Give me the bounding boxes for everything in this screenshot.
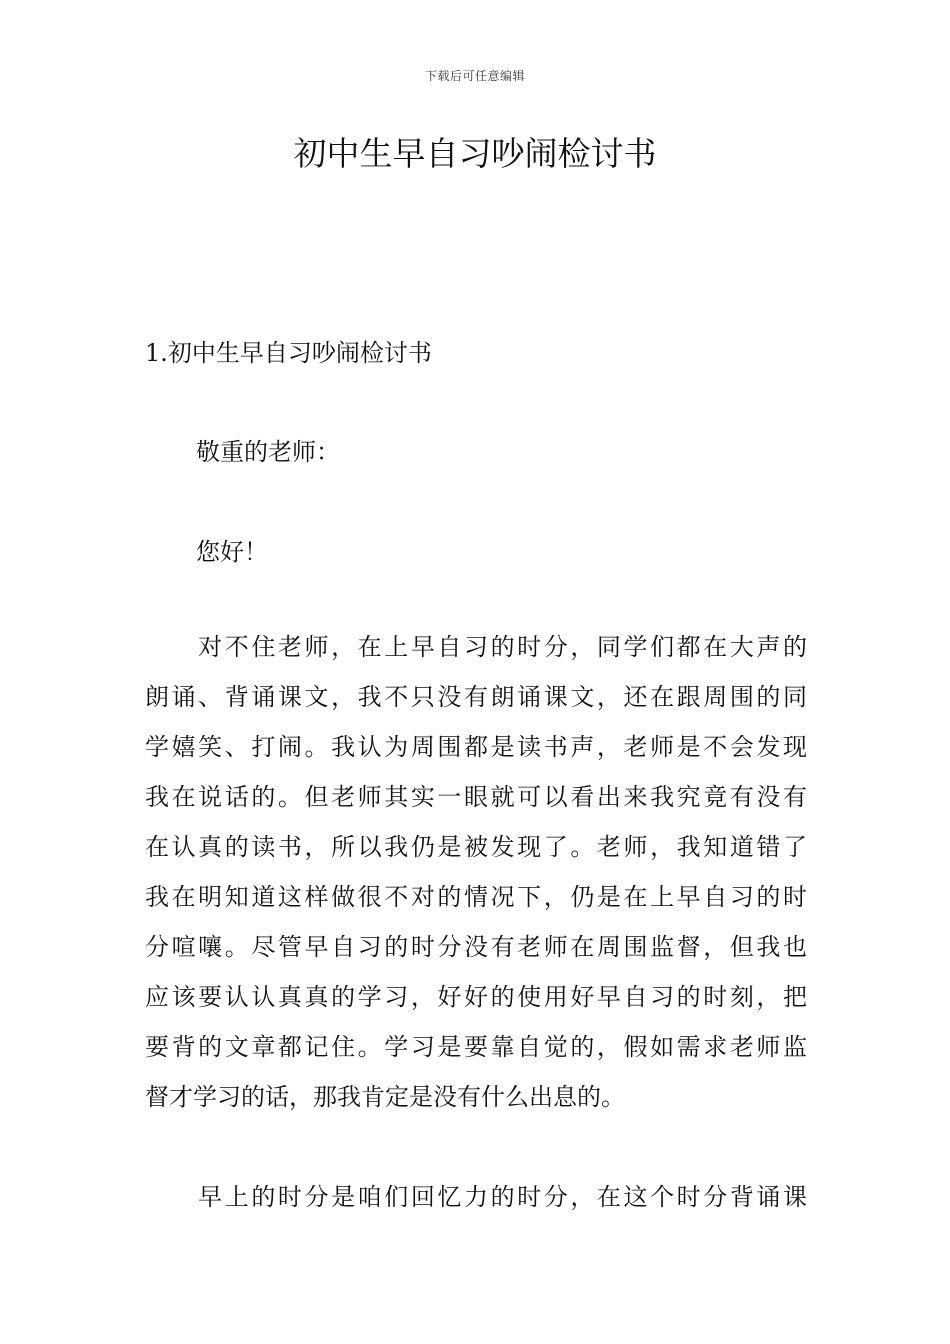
paragraph-line: 对不住老师，在上早自习的时分，同学们都在大声的 [145, 633, 807, 661]
greeting: 您好！ [196, 538, 268, 566]
paragraph-line: 在认真的读书，所以我仍是被发现了。老师，我知道错了 [145, 833, 807, 861]
paragraph-line: 我在明知道这样做很不对的情况下，仍是在上早自习的时 [145, 883, 807, 911]
body-paragraph-1 [145, 622, 807, 1122]
salutation: 敬重的老师： [196, 438, 340, 466]
paragraph-line: 早上的时分是咱们回忆力的时分，在这个时分背诵课 [145, 1183, 807, 1211]
paragraph-line: 督才学习的话，那我肯定是没有什么出息的。 [145, 1083, 625, 1111]
paragraph-line: 朗诵、背诵课文，我不只没有朗诵课文，还在跟周围的同 [145, 683, 807, 711]
body-paragraph-2 [145, 1172, 807, 1222]
section-heading: 1.初中生早自习吵闹检讨书 [145, 339, 432, 367]
paragraph-line: 要背的文章都记住。学习是要靠自觉的，假如需求老师监 [145, 1033, 807, 1061]
header-note: 下载后可任意编辑 [424, 69, 525, 83]
paragraph-line: 应该要认认真真的学习，好好的使用好早自习的时刻，把 [145, 983, 807, 1011]
paragraph-line: 学嬉笑、打闹。我认为周围都是读书声，老师是不会发现 [145, 733, 807, 761]
paragraph-line: 分喧嚷。尽管早自习的时分没有老师在周围监督，但我也 [145, 933, 807, 961]
document-title: 初中生早自习吵闹检讨书 [293, 134, 657, 173]
paragraph-line: 我在说话的。但老师其实一眼就可以看出来我究竟有没有 [145, 783, 807, 811]
